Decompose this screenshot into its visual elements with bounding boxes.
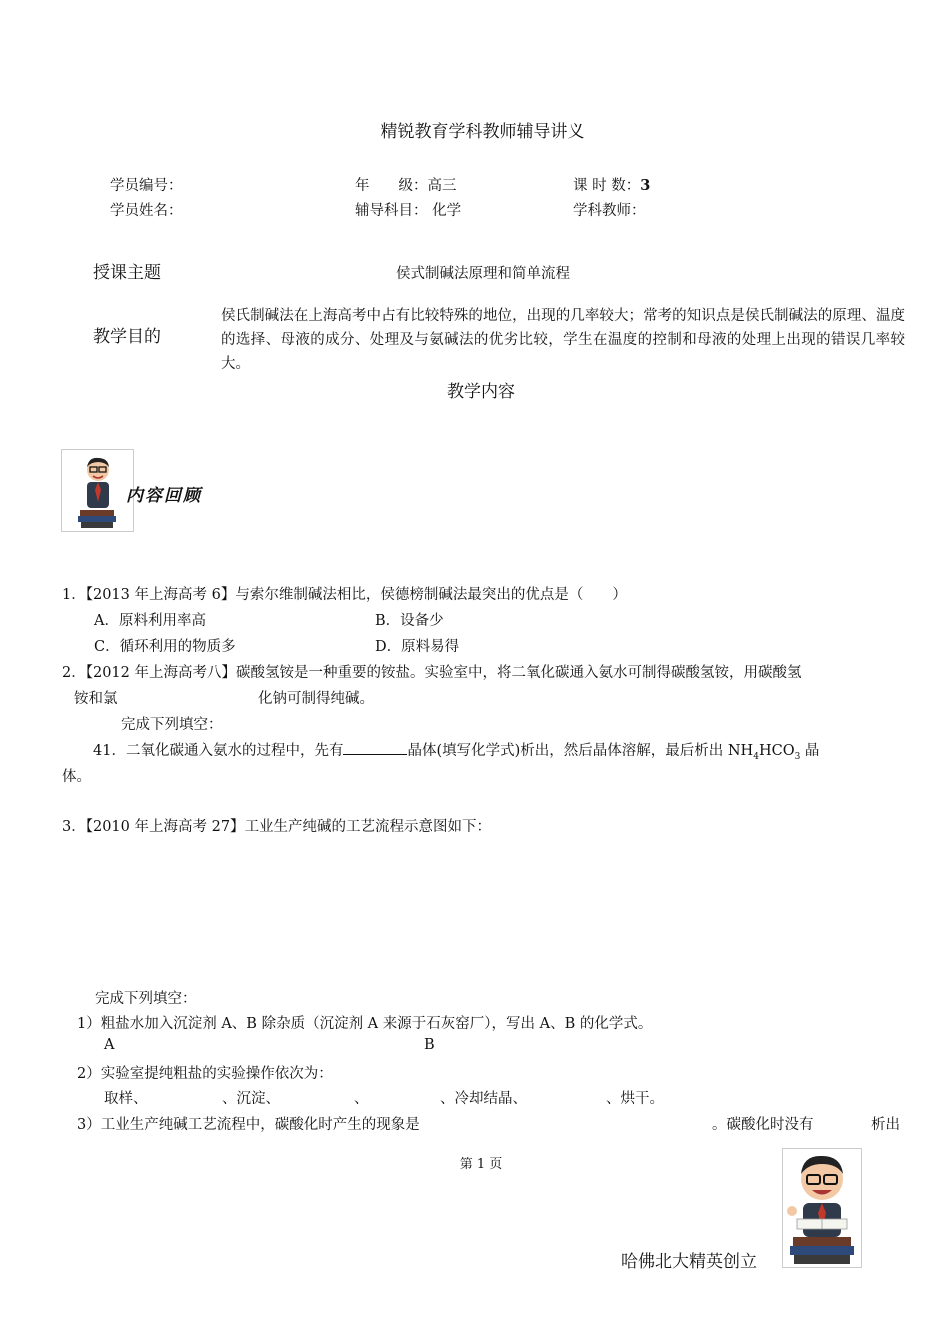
teacher-label: 学科教师：: [573, 203, 646, 219]
q3-part-2-step-2: 、沉淀、: [222, 1091, 280, 1107]
subject-value: 化学: [432, 203, 462, 219]
grade-field: [355, 174, 457, 195]
q3-part-2-step-4: 、冷却结晶、: [440, 1091, 527, 1107]
q3-number: 3．: [62, 819, 86, 835]
q1-text: 与索尔维制碱法相比，侯德榜制碱法最突出的优点是（ ）: [235, 587, 627, 603]
q41-line: [93, 739, 819, 762]
nh4-subscript: 4: [753, 751, 759, 762]
q41-tail: 晶: [800, 743, 820, 759]
q3-source: 【2010 年上海高考 27】: [85, 819, 245, 835]
topic-label: 授课主题: [93, 263, 161, 283]
q3-part-3: 3）工业生产纯碱工艺流程中，碳酸化时产生的现象是: [77, 1117, 420, 1133]
q2-stem-cont-b: 化钠可制得纯碱。: [258, 691, 374, 707]
content-heading: 教学内容: [447, 382, 515, 402]
q3-stem: [62, 815, 491, 836]
q41-line-2: 体。: [62, 769, 91, 785]
q1-source: 【2013 年上海高考 6】: [85, 587, 236, 603]
topic-value: 侯式制碱法原理和简单流程: [396, 266, 570, 282]
q3-part-2-step-5: 、烘干。: [606, 1091, 664, 1107]
hours-value: 3: [640, 177, 651, 194]
hco-text: HCO: [758, 743, 795, 759]
grade-value: 高三: [427, 178, 457, 194]
page-number: 第 1 页: [459, 1157, 503, 1172]
review-label: 内容回顾: [126, 486, 202, 506]
hours-label: 课 时 数：: [573, 178, 641, 194]
q2-source: 【2012 年上海高考八】: [85, 665, 236, 681]
q1-option-d: D．原料易得: [375, 639, 460, 655]
q3-instruction: 完成下列填空：: [95, 991, 197, 1007]
q3-part-1-b: B: [424, 1037, 435, 1053]
q2-instruction: 完成下列填空：: [121, 717, 223, 733]
q2-text: 碳酸氢铵是一种重要的铵盐。实验室中，将二氧化碳通入氨水可制得碳酸氢铵，用碳酸氢: [236, 665, 802, 681]
q3-part-2-step-3: 、: [354, 1091, 369, 1107]
q2-stem: [62, 661, 802, 682]
document-title: 精锐教育学科教师辅导讲义: [380, 122, 585, 142]
q1-stem: [62, 583, 627, 604]
q41-text-b: 晶体(填写化学式)析出，然后晶体溶解，最后析出 NH: [407, 743, 754, 759]
q3-text: 工业生产纯碱的工艺流程示意图如下：: [244, 819, 492, 835]
q2-stem-cont-a: 铵和氯: [74, 691, 118, 707]
q3-part-2-step-1: 取样、: [104, 1091, 148, 1107]
q3-part-1: 1）粗盐水加入沉淀剂 A、B 除杂质（沉淀剂 A 来源于石灰窑厂），写出 A、B 的化学式。: [77, 1016, 653, 1032]
q1-option-b: B．设备少: [375, 613, 444, 629]
q3-part-3-c: 析出: [871, 1117, 900, 1133]
purpose-label: 教学目的: [93, 327, 161, 347]
q3-part-2: 2）实验室提纯粗盐的实验操作依次为：: [77, 1066, 333, 1082]
q41-text-a: 41．二氧化碳通入氨水的过程中，先有: [93, 743, 344, 759]
q1-option-a: A．原料利用率高: [94, 613, 206, 629]
grade-label: 年 级：: [355, 178, 428, 194]
hours-field: [573, 174, 650, 195]
student-id-label: 学员编号：: [110, 178, 183, 194]
teacher-avatar-small: [61, 449, 134, 532]
student-name-label: 学员姓名：: [110, 203, 183, 219]
q1-option-c: C．循环利用的物质多: [94, 639, 236, 655]
q41-blank[interactable]: [343, 742, 407, 755]
teacher-cartoon-icon: [62, 450, 133, 531]
teacher-avatar-large: [782, 1148, 862, 1268]
subject-label: 辅导科目：: [355, 203, 428, 219]
brand-slogan: 哈佛北大精英创立: [621, 1252, 757, 1272]
subject-field: [355, 199, 461, 220]
teacher-reading-icon: [783, 1149, 861, 1267]
q1-number: 1．: [62, 587, 86, 603]
q2-number: 2．: [62, 665, 86, 681]
purpose-text: 侯氏制碱法在上海高考中占有比较特殊的地位，出现的几率较大；常考的知识点是侯氏制碱法的原理、温度的选择、母液的成分、处理及与氨碱法的优劣比较，学生在温度的控制和母液的处理上出现的错误几率较大。: [221, 308, 905, 372]
q3-part-1-a: A: [104, 1037, 115, 1053]
q3-part-3-b: 。碳酸化时没有: [712, 1117, 814, 1133]
hco3-subscript: 3: [794, 751, 801, 762]
